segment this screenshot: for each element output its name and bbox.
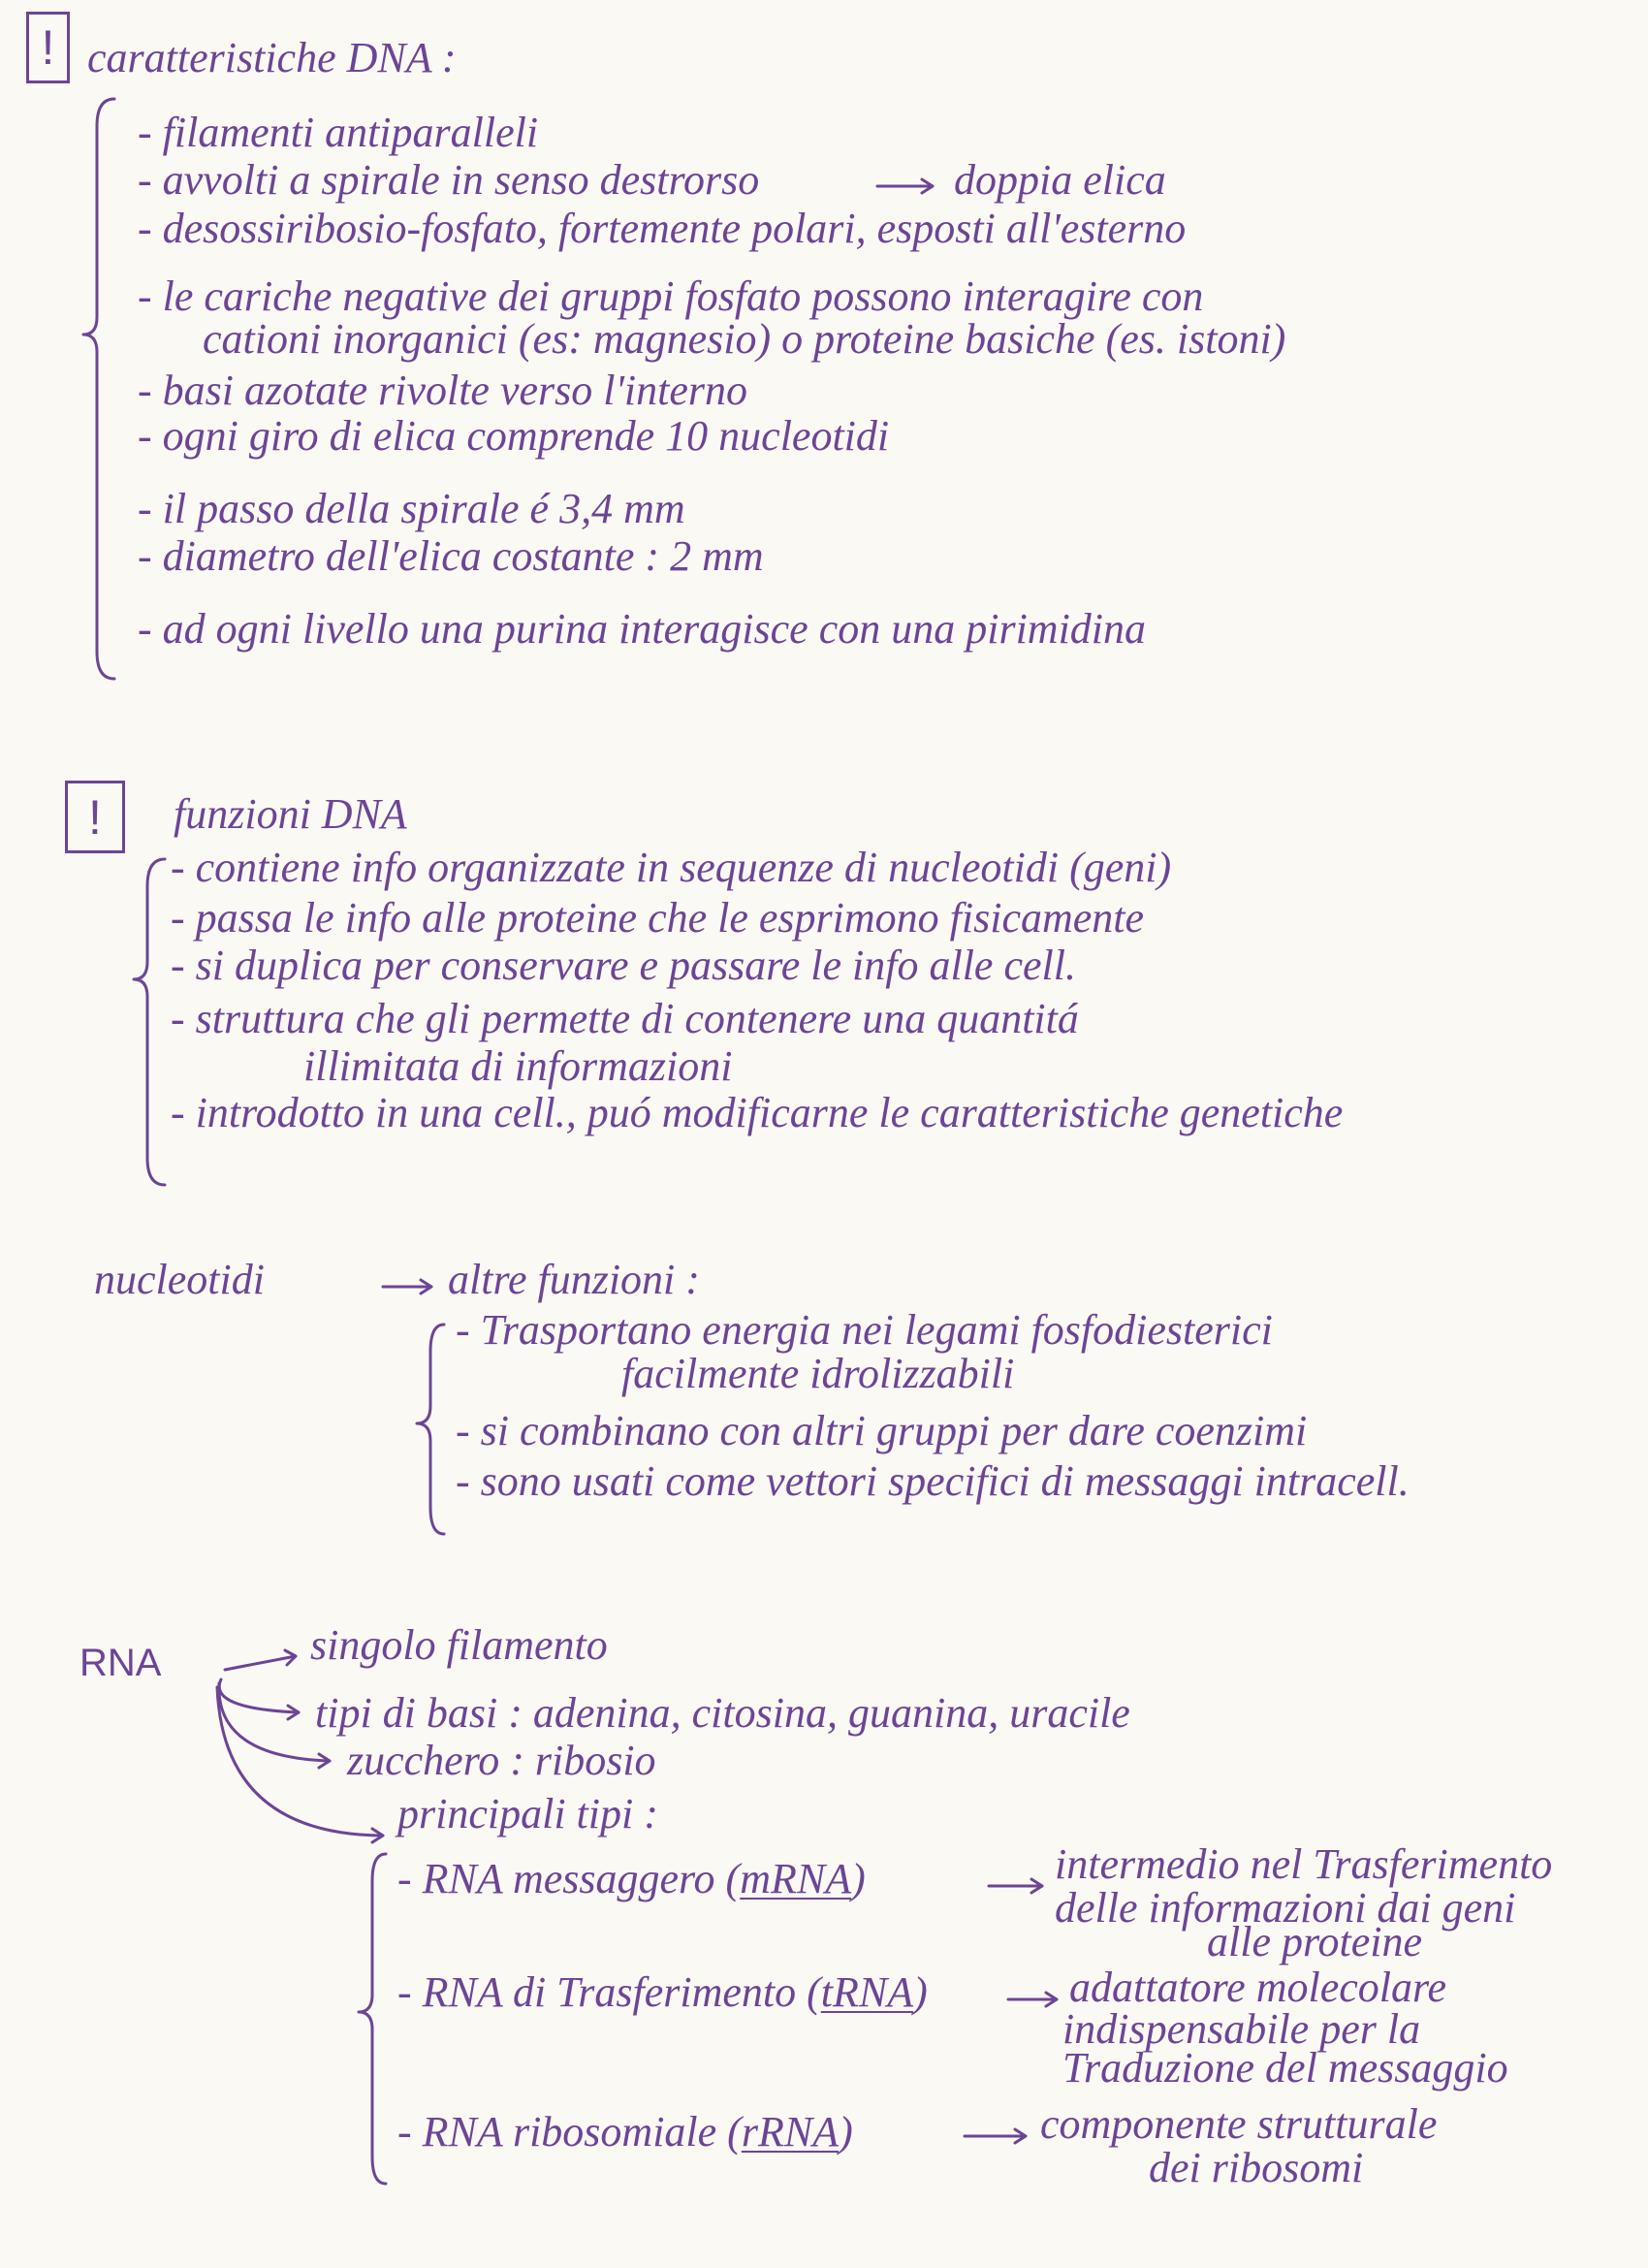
arrow-icon: [989, 1879, 1042, 1893]
rna-type-label: - RNA messaggero (: [397, 1855, 741, 1902]
warning-mark: !: [88, 789, 102, 845]
rna-type-suffix: ): [913, 1968, 928, 2016]
warning-mark: !: [41, 20, 55, 75]
list-item-continuation: illimitata di informazioni: [303, 1042, 733, 1090]
rna-type-desc: dei ribosomi: [1149, 2144, 1364, 2191]
arrow-icon: [877, 179, 933, 193]
list-item: - desossiribosio-fosfato, fortemente polari, esposti all'esterno: [138, 205, 1187, 252]
list-item: - si duplica per conservare e passare le info alle cell.: [171, 942, 1076, 989]
section-subject: RNA: [79, 1642, 162, 1684]
rna-type-label: - RNA ribosomiale (: [397, 2108, 742, 2156]
list-item: - diametro dell'elica costante : 2 mm: [138, 532, 764, 580]
list-item-continuation: facilmente idrolizzabili: [621, 1350, 1015, 1397]
section-subject: nucleotidi: [94, 1256, 265, 1303]
rna-type-abbr: rRNA: [741, 2108, 840, 2156]
rna-type-desc: componente strutturale: [1040, 2100, 1438, 2148]
list-item: - basi azotate rivolte verso l'interno: [138, 367, 747, 414]
list-item: - introdotto in una cell., puó modificarne le caratteristiche genetiche: [171, 1089, 1344, 1136]
brace-icon: [83, 99, 114, 679]
section-title: altre funzioni :: [448, 1256, 700, 1303]
branch-arrow-icon: [219, 1683, 330, 1768]
rna-type-item: [397, 2109, 853, 2156]
rna-type-abbr: mRNA: [740, 1855, 852, 1902]
warning-box: [26, 12, 70, 83]
rna-type-desc: alle proteine: [1207, 1918, 1422, 1965]
list-item: - le cariche negative dei gruppi fosfato possono interagire con: [138, 272, 1204, 320]
rna-type-suffix: ): [839, 2108, 853, 2156]
arrow-icon: [1008, 1993, 1057, 2006]
rna-type-desc: intermedio nel Trasferimento: [1055, 1840, 1553, 1888]
arrow-icon: [965, 2129, 1026, 2143]
list-item-continuation: cationi inorganici (es: magnesio) o proteine basiche (es. istoni): [203, 315, 1286, 363]
arrow-icon: [383, 1280, 431, 1294]
list-item: - ogni giro di elica comprende 10 nucleotidi: [138, 412, 890, 460]
section-title: funzioni DNA: [174, 790, 407, 838]
rna-type-item: [397, 1856, 866, 1902]
rna-property: principali tipi :: [397, 1790, 658, 1837]
rna-type-desc: delle informazioni dai geni: [1055, 1884, 1516, 1932]
list-item: - ad ogni livello una purina interagisce con una pirimidina: [138, 605, 1147, 653]
rna-type-item: [397, 1969, 928, 2016]
rna-property: singolo filamento: [310, 1621, 608, 1669]
list-item-result: doppia elica: [954, 156, 1166, 204]
list-item: - passa le info alle proteine che le esprimono fisicamente: [171, 894, 1145, 942]
brace-icon: [134, 859, 165, 1185]
section-title: caratteristiche DNA :: [87, 34, 457, 81]
list-item: - avvolti a spirale in senso destrorso: [138, 156, 760, 204]
rna-type-suffix: ): [851, 1855, 866, 1902]
branch-arrow-icon: [225, 1650, 296, 1670]
rna-type-abbr: tRNA: [820, 1968, 914, 2016]
branch-arrow-icon: [219, 1679, 299, 1719]
list-item: - filamenti antiparalleli: [138, 109, 539, 156]
rna-type-desc: indispensabile per la: [1062, 2005, 1421, 2053]
list-item: - contiene info organizzate in sequenze di nucleotidi (geni): [171, 844, 1172, 891]
list-item: - Trasportano energia nei legami fosfodiesterici: [456, 1306, 1273, 1354]
list-item: - struttura che gli permette di contenere una quantitá: [171, 995, 1079, 1042]
list-item: - il passo della spirale é 3,4 mm: [138, 485, 685, 532]
rna-type-desc: adattatore molecolare: [1069, 1964, 1446, 2011]
list-item: - sono usati come vettori specifici di messaggi intracell.: [456, 1457, 1410, 1505]
brace-icon: [359, 1854, 386, 2184]
rna-type-label: - RNA di Trasferimento (: [397, 1968, 821, 2016]
list-item: - si combinano con altri gruppi per dare coenzimi: [456, 1407, 1308, 1454]
rna-property: tipi di basi : adenina, citosina, guanina, uracile: [315, 1689, 1130, 1737]
brace-icon: [417, 1325, 444, 1534]
warning-box: [65, 781, 125, 853]
rna-property: zucchero : ribosio: [347, 1737, 656, 1784]
rna-type-desc: Traduzione del messaggio: [1062, 2044, 1508, 2092]
